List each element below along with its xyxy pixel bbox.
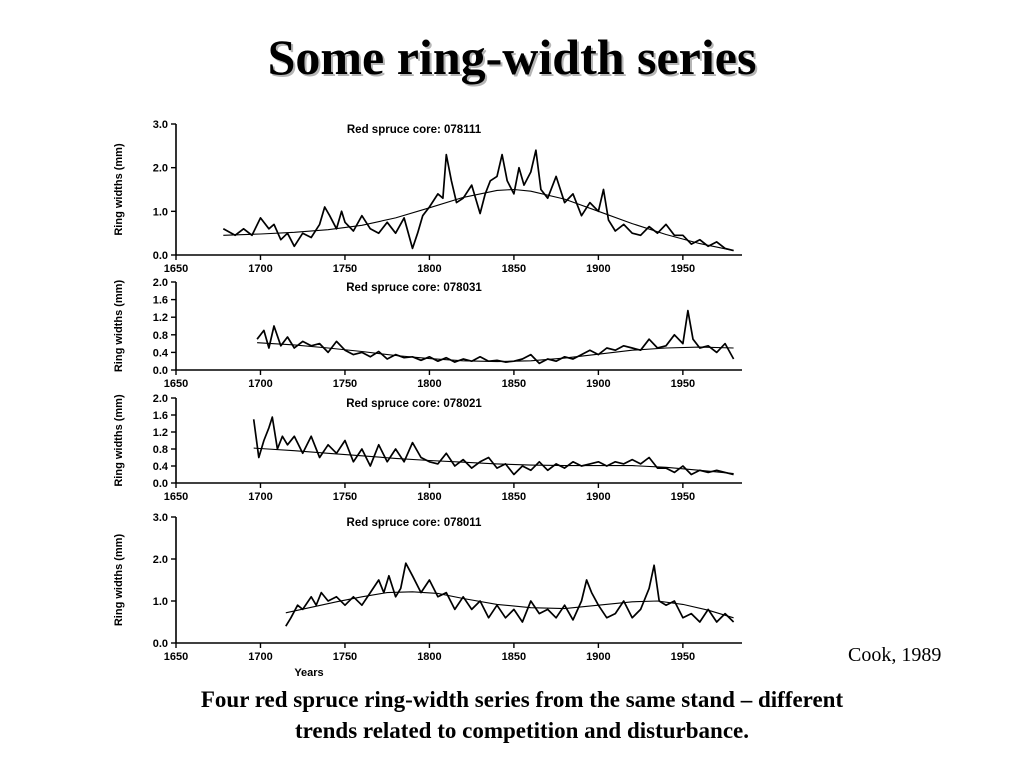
x-tick-label: 1750 [332, 651, 358, 663]
x-tick-label: 1900 [586, 263, 611, 275]
y-tick-label: 0.4 [152, 461, 168, 473]
citation: Cook, 1989 [848, 644, 942, 666]
chart-panel-4 [113, 512, 742, 679]
x-tick-label: 1850 [501, 263, 527, 275]
x-tick-label: 1650 [163, 491, 189, 503]
y-tick-label: 2.0 [152, 162, 168, 175]
x-tick-label: 1700 [248, 263, 273, 275]
x-tick-label: 1950 [670, 651, 696, 663]
ring-width-line [254, 417, 734, 474]
y-tick-label: 2.0 [152, 277, 168, 289]
x-tick-label: 1750 [332, 491, 358, 503]
x-tick-label: 1750 [332, 263, 358, 275]
x-tick-label: 1700 [248, 491, 273, 503]
y-axis-title: Ring widths (mm) [113, 533, 125, 627]
panel-title: Red spruce core: 078031 [346, 282, 482, 294]
y-tick-label: 1.0 [152, 596, 168, 608]
y-axis-title: Ring widths (mm) [113, 279, 125, 373]
y-tick-label: 0.4 [152, 347, 168, 360]
y-tick-label: 1.2 [152, 427, 168, 439]
y-axis-title: Ring widths (mm) [113, 394, 125, 487]
x-tick-label: 1900 [586, 491, 611, 503]
x-tick-label: 1850 [501, 491, 527, 503]
caption-line-1: Four red spruce ring-width series from the same stand – different [200, 687, 844, 712]
x-tick-label: 1750 [332, 378, 358, 390]
y-tick-label: 0.0 [152, 250, 168, 262]
slide-title: Some ring-width series [267, 29, 757, 85]
x-tick-label: 1950 [670, 378, 696, 390]
x-tick-label: 1850 [501, 378, 527, 390]
x-tick-label: 1650 [163, 263, 189, 275]
panel-title: Red spruce core: 078111 [346, 124, 482, 136]
y-tick-label: 3.0 [152, 119, 168, 131]
x-tick-label: 1900 [586, 378, 611, 390]
caption-line-2: trends related to competition and disturbance. [294, 718, 750, 743]
x-tick-label: 1850 [501, 651, 527, 663]
x-tick-label: 1700 [248, 378, 273, 390]
figure-caption [80, 684, 964, 746]
x-tick-label: 1950 [670, 263, 696, 275]
x-tick-label: 1800 [417, 491, 442, 503]
y-tick-label: 2.0 [152, 393, 168, 405]
y-tick-label: 0.8 [152, 444, 168, 456]
x-tick-label: 1900 [586, 651, 611, 663]
y-tick-label: 2.0 [152, 554, 168, 566]
y-tick-label: 0.0 [152, 365, 168, 377]
x-tick-label: 1800 [417, 263, 442, 275]
ring-width-line [257, 311, 733, 364]
y-tick-label: 3.0 [152, 512, 168, 524]
y-tick-label: 0.0 [152, 638, 168, 650]
x-tick-label: 1800 [417, 651, 442, 663]
chart-panel-3 [113, 393, 742, 503]
x-tick-label: 1650 [163, 651, 189, 663]
y-tick-label: 0.8 [152, 329, 168, 342]
y-tick-label: 1.0 [152, 206, 168, 219]
ring-width-line [223, 150, 733, 250]
panel-title: Red spruce core: 078011 [346, 517, 482, 529]
x-tick-label: 1800 [417, 378, 442, 390]
y-tick-label: 1.6 [152, 294, 168, 307]
chart-panel-1 [113, 119, 742, 275]
x-tick-label: 1950 [670, 491, 696, 503]
y-tick-label: 1.6 [152, 410, 168, 422]
x-axis-title: Years [294, 667, 324, 679]
fitted-trend-line [254, 448, 734, 474]
chart-panel-2 [113, 277, 742, 390]
x-tick-label: 1650 [163, 378, 189, 390]
y-tick-label: 1.2 [152, 312, 168, 325]
fitted-trend-line [223, 190, 733, 251]
panel-title: Red spruce core: 078021 [346, 398, 482, 410]
x-tick-label: 1700 [248, 651, 273, 663]
ring-width-charts [82, 102, 817, 679]
ring-width-figure [82, 102, 817, 679]
y-tick-label: 0.0 [152, 478, 168, 490]
ring-width-line [286, 563, 734, 626]
y-axis-title: Ring widths (mm) [113, 143, 125, 236]
